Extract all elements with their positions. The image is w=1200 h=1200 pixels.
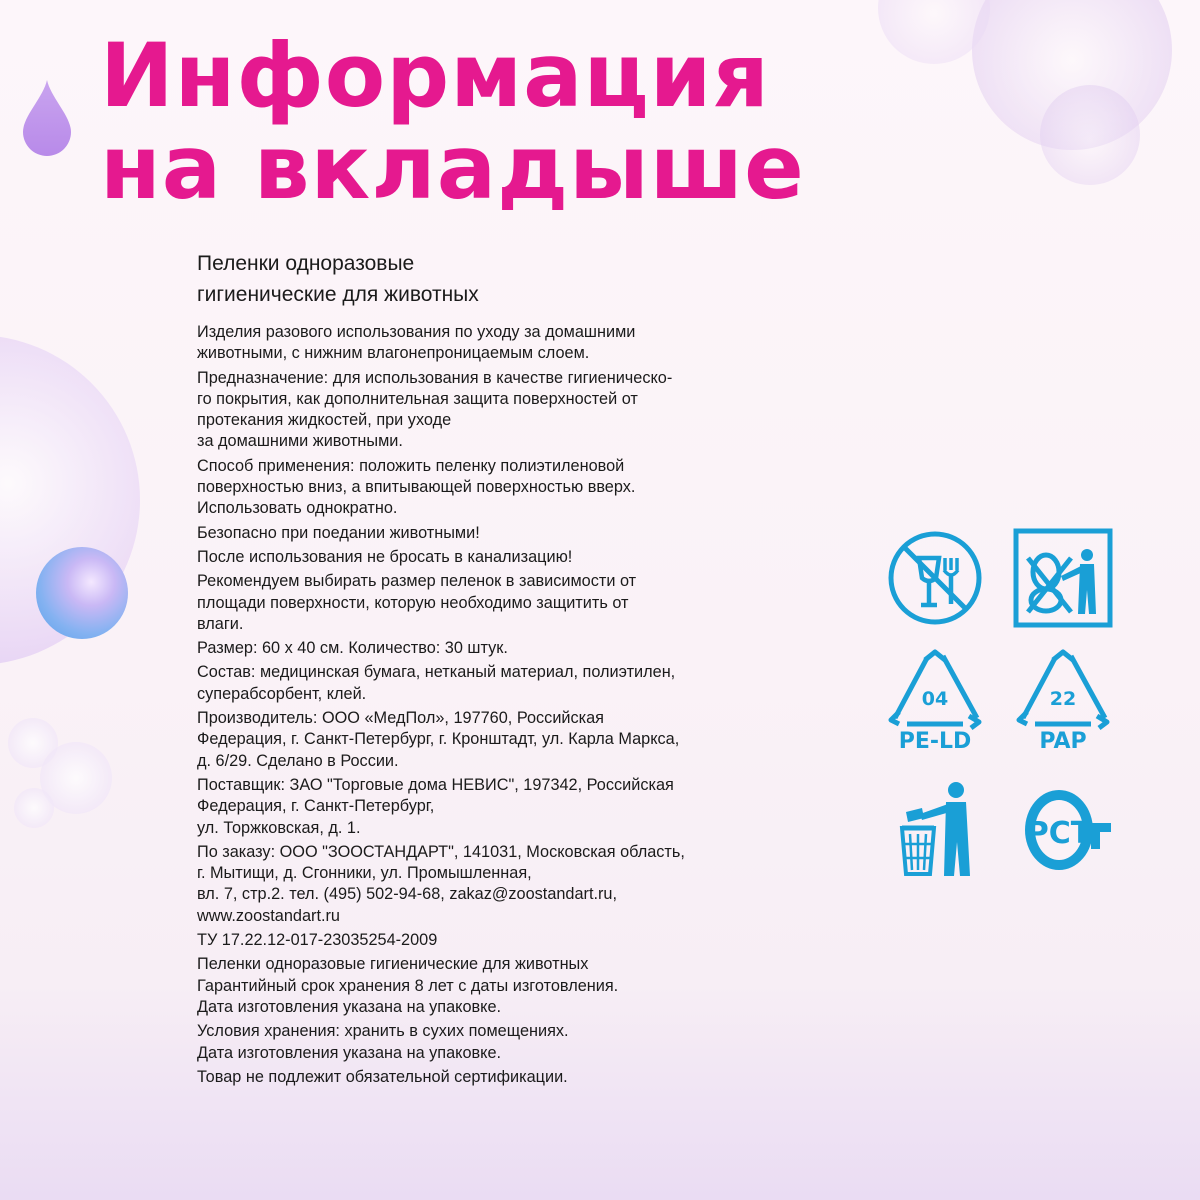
text-line: Состав: медицинская бумага, нетканый материал, полиэтилен, [197,663,676,682]
paragraph-customer [197,842,767,927]
text-line: По заказу: ООО "ЗООСТАНДАРТ", 141031, Московская область, [197,842,685,861]
paragraph-supplier [197,775,767,839]
product-name-line: гигиенические для животных [197,283,479,306]
paragraph-storage [197,1021,767,1064]
text-line: Федерация, г. Санкт-Петербург, г. Кронштадт, ул. Карла Маркса, [197,730,680,749]
product-name-line: Пеленки одноразовые [197,252,415,275]
paragraph-recommendation [197,571,767,635]
recycle-pe-ld-icon [885,648,985,748]
text-line: Поставщик: ЗАО "Торговые дома НЕВИС", 197342, Российская [197,775,674,794]
text-line: Размер: 60 x 40 см. Количество: 30 штук. [197,639,508,658]
product-name [197,248,767,310]
text-line: животными, с нижним влагонепроницаемым слоем. [197,344,590,363]
text-line: вл. 7, стр.2. тел. (495) 502-94-68, zakaz@zoostandart.ru, [197,885,618,904]
text-line: ул. Торжковская, д. 1. [197,818,361,837]
not-for-food-icon [885,528,985,628]
paragraph-certification [197,1067,767,1088]
gost-label: РСТ [1026,816,1092,851]
recycle-label: PE-LD [898,729,972,748]
bubble-left-blue [36,547,128,639]
text-line: Рекомендуем выбирать размер пеленок в зависимости от [197,572,637,591]
text-line: www.zoostandart.ru [197,906,340,925]
text-line: Использовать однократно. [197,499,398,518]
text-line: суперабсорбент, клей. [197,684,367,703]
text-line: г. Мытищи, д. Сгонники, ул. Промышленная, [197,864,532,883]
page-title [100,24,805,219]
text-line: Изделия разового использования по уходу за домашними [197,323,636,341]
text-line: Дата изготовления указана на упаковке. [197,997,502,1016]
paragraph-purpose [197,368,767,453]
droplet-icon [17,80,77,160]
text-line: д. 6/29. Сделано в России. [197,751,399,770]
text-line: Способ применения: положить пеленку полиэтиленовой [197,456,625,475]
trash-bin-icon [888,778,988,878]
paragraph-composition [197,662,767,705]
text-line: Товар не подлежит обязательной сертификации. [197,1067,568,1086]
paragraph-spec [197,930,767,951]
bubble-top-right-small [1040,85,1140,185]
recycle-pap-icon [1013,648,1113,748]
text-line: влаги. [197,614,244,633]
text-line: Условия хранения: хранить в сухих помещениях. [197,1022,569,1041]
text-line: Дата изготовления указана на упаковке. [197,1043,502,1062]
text-line: Гарантийный срок хранения 8 лет с даты изготовления. [197,976,619,995]
recycle-label: PAP [1039,729,1087,748]
text-line: Безопасно при поедании животными! [197,523,480,542]
text-line: ТУ 17.22.12-017-23035254-2009 [197,931,438,950]
bubble-left-small-3 [14,788,54,828]
insert-text [197,248,767,1091]
text-line: го покрытия, как дополнительная защита поверхностей от [197,389,638,408]
paragraph-usage [197,456,767,520]
text-line: площади поверхности, которую необходимо защитить от [197,593,629,612]
text-line: поверхностью вниз, а впитывающей поверхностью вверх. [197,478,636,497]
paragraph-warranty [197,954,767,1018]
title-line: на вкладыше [100,116,805,219]
do-not-flush-icon [1013,528,1113,628]
text-line: После использования не бросать в канализацию! [197,547,573,566]
text-line: Производитель: ООО «МедПол», 197760, Российская [197,709,604,728]
title-line: Информация [100,24,770,127]
text-line: Пеленки одноразовые гигиенические для животных [197,955,589,974]
paragraph-safety [197,523,767,544]
paragraph-description [197,322,767,365]
gost-rst-mark-icon [1013,785,1113,885]
paragraph-disposal [197,547,767,568]
text-line: за домашними животными. [197,432,403,451]
text-line: протекания жидкостей, при уходе [197,411,452,430]
paragraph-size [197,638,767,659]
recycle-code: 04 [921,688,949,710]
text-line: Предназначение: для использования в качестве гигиеническо- [197,368,673,387]
paragraph-manufacturer [197,708,767,772]
text-line: Федерация, г. Санкт-Петербург, [197,797,435,816]
recycle-code: 22 [1049,688,1077,710]
